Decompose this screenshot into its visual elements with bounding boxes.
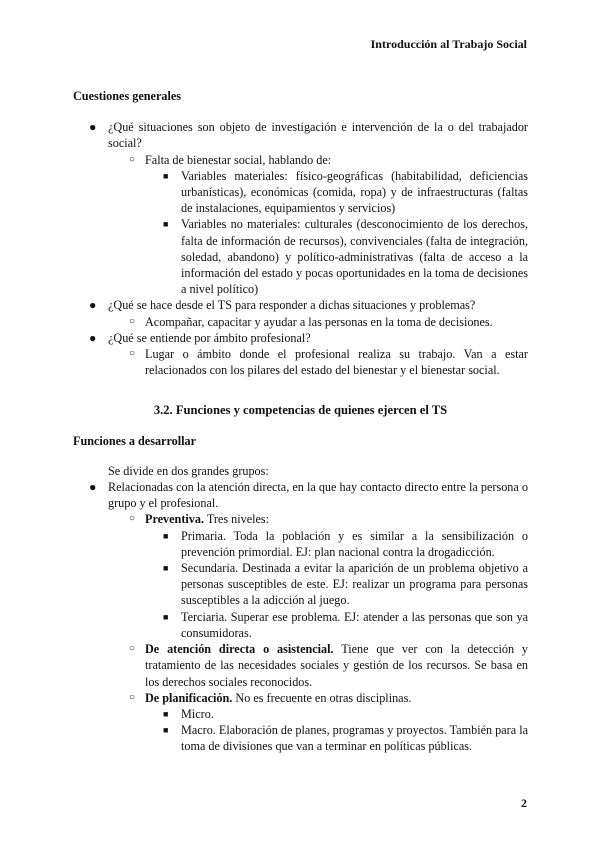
item-text: No es frecuente en otras disciplinas. — [232, 690, 412, 705]
list-item — [73, 119, 528, 151]
list-item — [73, 560, 528, 609]
bullet-square-icon: ■ — [163, 563, 169, 574]
section-title: 3.2. Funciones y competencias de quienes ejercen el TS — [153, 403, 448, 418]
item-text: Variables no materiales: culturales (desconocimiento de los derechos, falta de información de recursos), convivenciales (falta de integración, soledad, abandono) y político-administrativas (falta de acceso a la información del estado y pocas oportunidades en la toma de decisiones a nivel político) — [181, 217, 528, 297]
list-item — [73, 722, 528, 754]
list-item — [73, 641, 528, 690]
bullet-circle-icon: ○ — [129, 643, 136, 655]
intro-text: Se divide en dos grandes grupos: — [108, 463, 269, 478]
bullet-circle-icon: ○ — [129, 315, 136, 327]
bullet-disc-icon: ● — [89, 330, 97, 345]
item-text: Micro. — [181, 706, 214, 721]
bullet-square-icon: ■ — [163, 219, 169, 230]
item-label: De atención directa o asistencial. — [145, 642, 334, 657]
list-item — [73, 690, 528, 706]
item-text: Acompañar, capacitar y ayudar a las personas en la toma de decisiones. — [145, 314, 493, 329]
heading-funciones: Funciones a desarrollar — [73, 433, 196, 448]
bullet-circle-icon: ○ — [129, 513, 136, 525]
list-item — [73, 168, 528, 217]
item-text: Secundaria. Destinada a evitar la aparición de un problema objetivo a personas susceptibles de este. EJ: realizar un programa para personas susceptibles a la adicción al juego. — [181, 561, 528, 608]
list-item — [73, 609, 528, 641]
item-text: ¿Qué situaciones son objeto de investigación e intervención de la o del trabajador social? — [108, 120, 528, 151]
item-text: Primaria. Toda la población y es similar a la sensibilización o prevención primordial. EJ: plan nacional contra la drogadicción. — [181, 528, 528, 559]
item-text: Variables materiales: físico-geográficas (habitabilidad, deficiencias urbanísticas), económicas (comida, ropa) y de infraestructuras (faltas de instalaciones, equipamientos y servicios) — [181, 168, 528, 216]
heading-cuestiones-generales: Cuestiones generales — [73, 89, 181, 103]
page-content — [73, 88, 528, 755]
running-header: Introducción al Trabajo Social — [370, 37, 527, 51]
list-item — [73, 528, 528, 560]
item-label: De planificación. — [145, 690, 233, 705]
list-item — [73, 297, 528, 313]
bullet-disc-icon: ● — [89, 298, 97, 313]
bullet-disc-icon: ● — [89, 120, 97, 135]
bullet-square-icon: ■ — [163, 611, 169, 622]
item-text: Relacionadas con la atención directa, en la que hay contacto directo entre la persona o grupo y el profesional. — [108, 480, 528, 511]
item-text: Terciaria. Superar ese problema. EJ: atender a las personas que son ya consumidoras. — [181, 609, 528, 640]
item-text: Tres niveles: — [204, 512, 270, 527]
bullet-square-icon: ■ — [163, 708, 169, 719]
bullet-square-icon: ■ — [163, 170, 169, 181]
item-text: Tiene que ver con la detección y tratamiento de las necesidades sociales y gestión de los recursos. Se basa en los derechos sociales reconocidos. — [145, 642, 528, 689]
list-item — [73, 479, 528, 511]
bullet-square-icon: ■ — [163, 530, 169, 541]
item-label: Preventiva. — [145, 512, 205, 527]
bullet-circle-icon: ○ — [129, 153, 136, 165]
list-item — [73, 706, 528, 722]
bullet-disc-icon: ● — [89, 480, 97, 495]
item-text: Lugar o ámbito donde el profesional realiza su trabajo. Van a estar relacionados con los pilares del estado del bienestar y el bienestar social. — [145, 347, 528, 378]
list-item — [73, 152, 528, 168]
list-item — [73, 346, 528, 378]
list-item — [73, 314, 528, 330]
bullet-square-icon: ■ — [163, 725, 169, 736]
list-item — [73, 511, 528, 527]
page-number: 2 — [521, 796, 527, 810]
list-item — [73, 216, 528, 297]
list-item — [73, 330, 528, 346]
item-text: ¿Qué se entiende por ámbito profesional? — [108, 330, 311, 345]
item-text: Falta de bienestar social, hablando de: — [145, 152, 332, 167]
bullet-circle-icon: ○ — [129, 691, 136, 703]
item-text: ¿Qué se hace desde el TS para responder a dichas situaciones y problemas? — [108, 298, 476, 313]
item-text: Macro. Elaboración de planes, programas y proyectos. También para la toma de divisiones que van a terminar en políticas públicas. — [181, 723, 528, 754]
bullet-circle-icon: ○ — [129, 348, 136, 360]
